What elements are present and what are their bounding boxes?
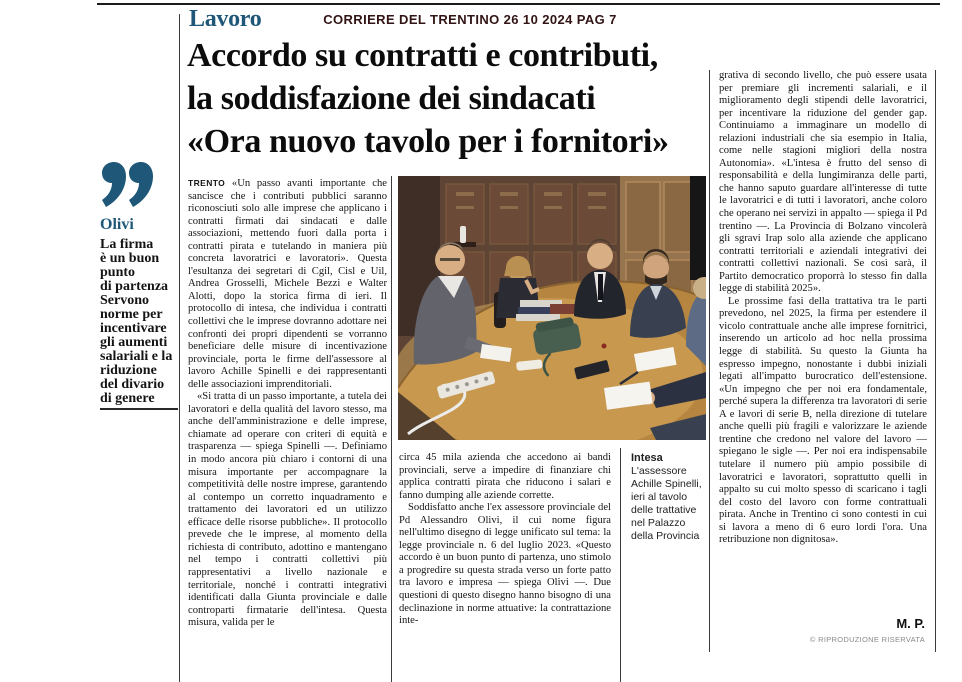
headline-line-2: la soddisfazione dei sindacati [187,80,596,117]
pull-quote-line: è un buon [100,251,160,266]
pull-quote-line: Servono [100,293,149,308]
right-column-divider-right [935,70,936,652]
paragraph: «Si tratta di un passo importante, a tutela dei lavoratori e della qualità del lavoro stesso, ma anche dell'amministrazione e delle imprese, chiamate ad operare con criteri di equità e trasparenza — spiega Spinelli —. Definiamo in modo ancora più chiaro i contorni di una misura importante per accompagnare la competitività delle nostre imprese, garantendo al contempo un corretto inquadramento e trattamento dei lavoratori ed un utilizzo efficace delle risorse pubbliche». Il protocollo prevede che le imprese, al momento della richiesta di contributo, adottino e mantengano nel tempo i contratti collettivi più rappresentativi a livello nazionale e territoriale, nonché i contratti integrativi identificati dalla Giunta provinciale e dalle controparti firmatarie dell'intesa. Questa misura, valida per le [188,391,387,629]
top-rule [97,3,940,5]
pull-quote-line: salariali e la [100,349,173,364]
paragraph: Soddisfatto anche l'ex assessore provinciale del Pd Alessandro Olivi, il cui nome figura nell'ultimo disegno di legge unificato sul tema: la legge provinciale n. 6 del luglio 2023. «Questo accordo è un buon punto di partenza, uno stimolo a progredire su questa strada verso un forte patto tra lavoro e impresa — spiega Olivi —. Due questioni di questo disegno hanno bisogno di una declinazione in norme attuative: la contrattazione inte- [399,502,611,627]
paragraph: circa 45 mila azienda che accedono ai bandi provinciali, serve a impedire di finanziare chi applica contratti pirata che riducono i salari e fanno dumping alle aziende corrette. [399,452,611,501]
pull-quote-line: di partenza [100,279,169,294]
byline: M. P. [896,616,925,631]
article-column-1 [188,177,387,682]
headline-line-1: Accordo su contratti e contributi, [187,37,658,74]
quote-marks-icon [102,162,154,213]
pull-quote [100,238,180,406]
pull-quote-line: gli aumenti [100,335,168,350]
pull-quote-line: di genere [100,391,155,406]
paragraph: Le prossime fasi della trattativa tra le parti prevedono, nel 2025, la firma per estendere il vicolo contrattuale anche alle imprese fornitrici, inserendo un articolo ad hoc nella prossima legge di stabilità. Su questo la Giunta ha espresso impegno, nonostante i dubbi iniziali legati all'impatto burocratico dell'estensione. «Un impegno che per noi era fondamentale, perché supera la differenza tra lavoratori di serie A e lavori di serie B, nella direzione di tutelare anche quelli più fragili e valorizzare le aziende trentine che credono nel valore del lavoro — spiegano le sigle —. Per noi era indispensabile tutelare il numero più ampio possibile di lavoratrici e lavoratori, soprattutto quelli in appalto su cui molto spesso di scaricano i tagli del costo del lavoro con forme contrattuali pirata. Anche in Trentino ci sono contesti in cui si lavora a meno di 6 euro lordi l'ora. Una retribuzione non dignitosa». [719,295,927,546]
section-label: Lavoro [189,6,262,32]
pull-quote-line: punto [100,265,136,280]
pull-quote-line: norme per [100,307,163,322]
paragraph-text: «Un passo avanti importante che sancisce che i contributi pubblici saranno riconosciuti solo alle imprese che applicano i contratti firmati dai sindacati e dalle associazioni, mettendo fuori dalla porta i contratti pirata e tutelando in maniera più concreta lavoratrici e lavoratori». Questa l'esultanza dei segretari di Cgil, Cisl e Uil, Andrea Grosselli, Michele Bezzi e Walter Alotti, dopo la storica firma di ieri. Il protocollo di intesa, che individua i contratti collettivi che le imprese dovranno adottare nei confronti dei propri dipendenti se vorranno beneficiare delle misure di incentivazione provinciale, porta le firme dell'assessore al lavoro Achille Spinelli e dei rappresentanti delle associazioni imprenditoriali. [188,178,387,390]
pull-quote-line: incentivare [100,321,167,336]
headline [187,34,703,163]
photo-caption [631,452,709,543]
caption-text: L'assessore Achille Spinelli, ieri al tavolo delle trattative nel Palazzo della Provincia [631,465,702,542]
article-column-2 [399,452,611,682]
pull-quote-bottom-rule [100,408,178,410]
paragraph [188,177,387,391]
right-column-divider-left [709,70,710,652]
column-divider-1 [391,176,392,682]
pull-quote-speaker: Olivi [100,216,134,233]
headline-line-3: «Ora nuovo tavolo per i fornitori» [187,123,669,160]
meeting-photo [398,176,706,440]
pull-quote-line: La firma [100,237,154,252]
dateline: TRENTO [188,178,226,188]
caption-label: Intesa [631,452,663,464]
pull-quote-line: riduzione [100,363,157,378]
source-kicker: CORRIERE DEL TRENTINO 26 10 2024 PAG 7 [323,12,617,27]
article-column-3 [719,70,927,616]
caption-divider [620,448,621,682]
paragraph: grativa di secondo livello, che può essere usata per premiare gli incrementi salariali, e il miglioramento degli stipendi delle lavoratrici, per incentivare la riduzione del gender gap. Continuiamo a immaginare un modello di relazioni industriali che sia esempio in Italia, come nelle stagioni migliori della nostra Autonomia». «L'intesa è frutto del senso di responsabilità e della lungimiranza delle parti, che hanno saputo guardare all'interesse di tutte le lavoratrici e di tutti i lavoratori, anche coloro che operano nei servizi in appalto — spiega il Pd trentino —. La Provincia di Bolzano vincolerà gli sgravi Irap solo alla aziende che applicano contratti territoriali e aziendali integrativi dei contratti collettivi nazionali. Se così sarà, il Partito democratico proporrà lo stesso fin dalla legge di stabilità 2025». [719,70,927,295]
pull-quote-line: del divario [100,377,165,392]
copyright-notice: © RIPRODUZIONE RISERVATA [809,635,925,644]
